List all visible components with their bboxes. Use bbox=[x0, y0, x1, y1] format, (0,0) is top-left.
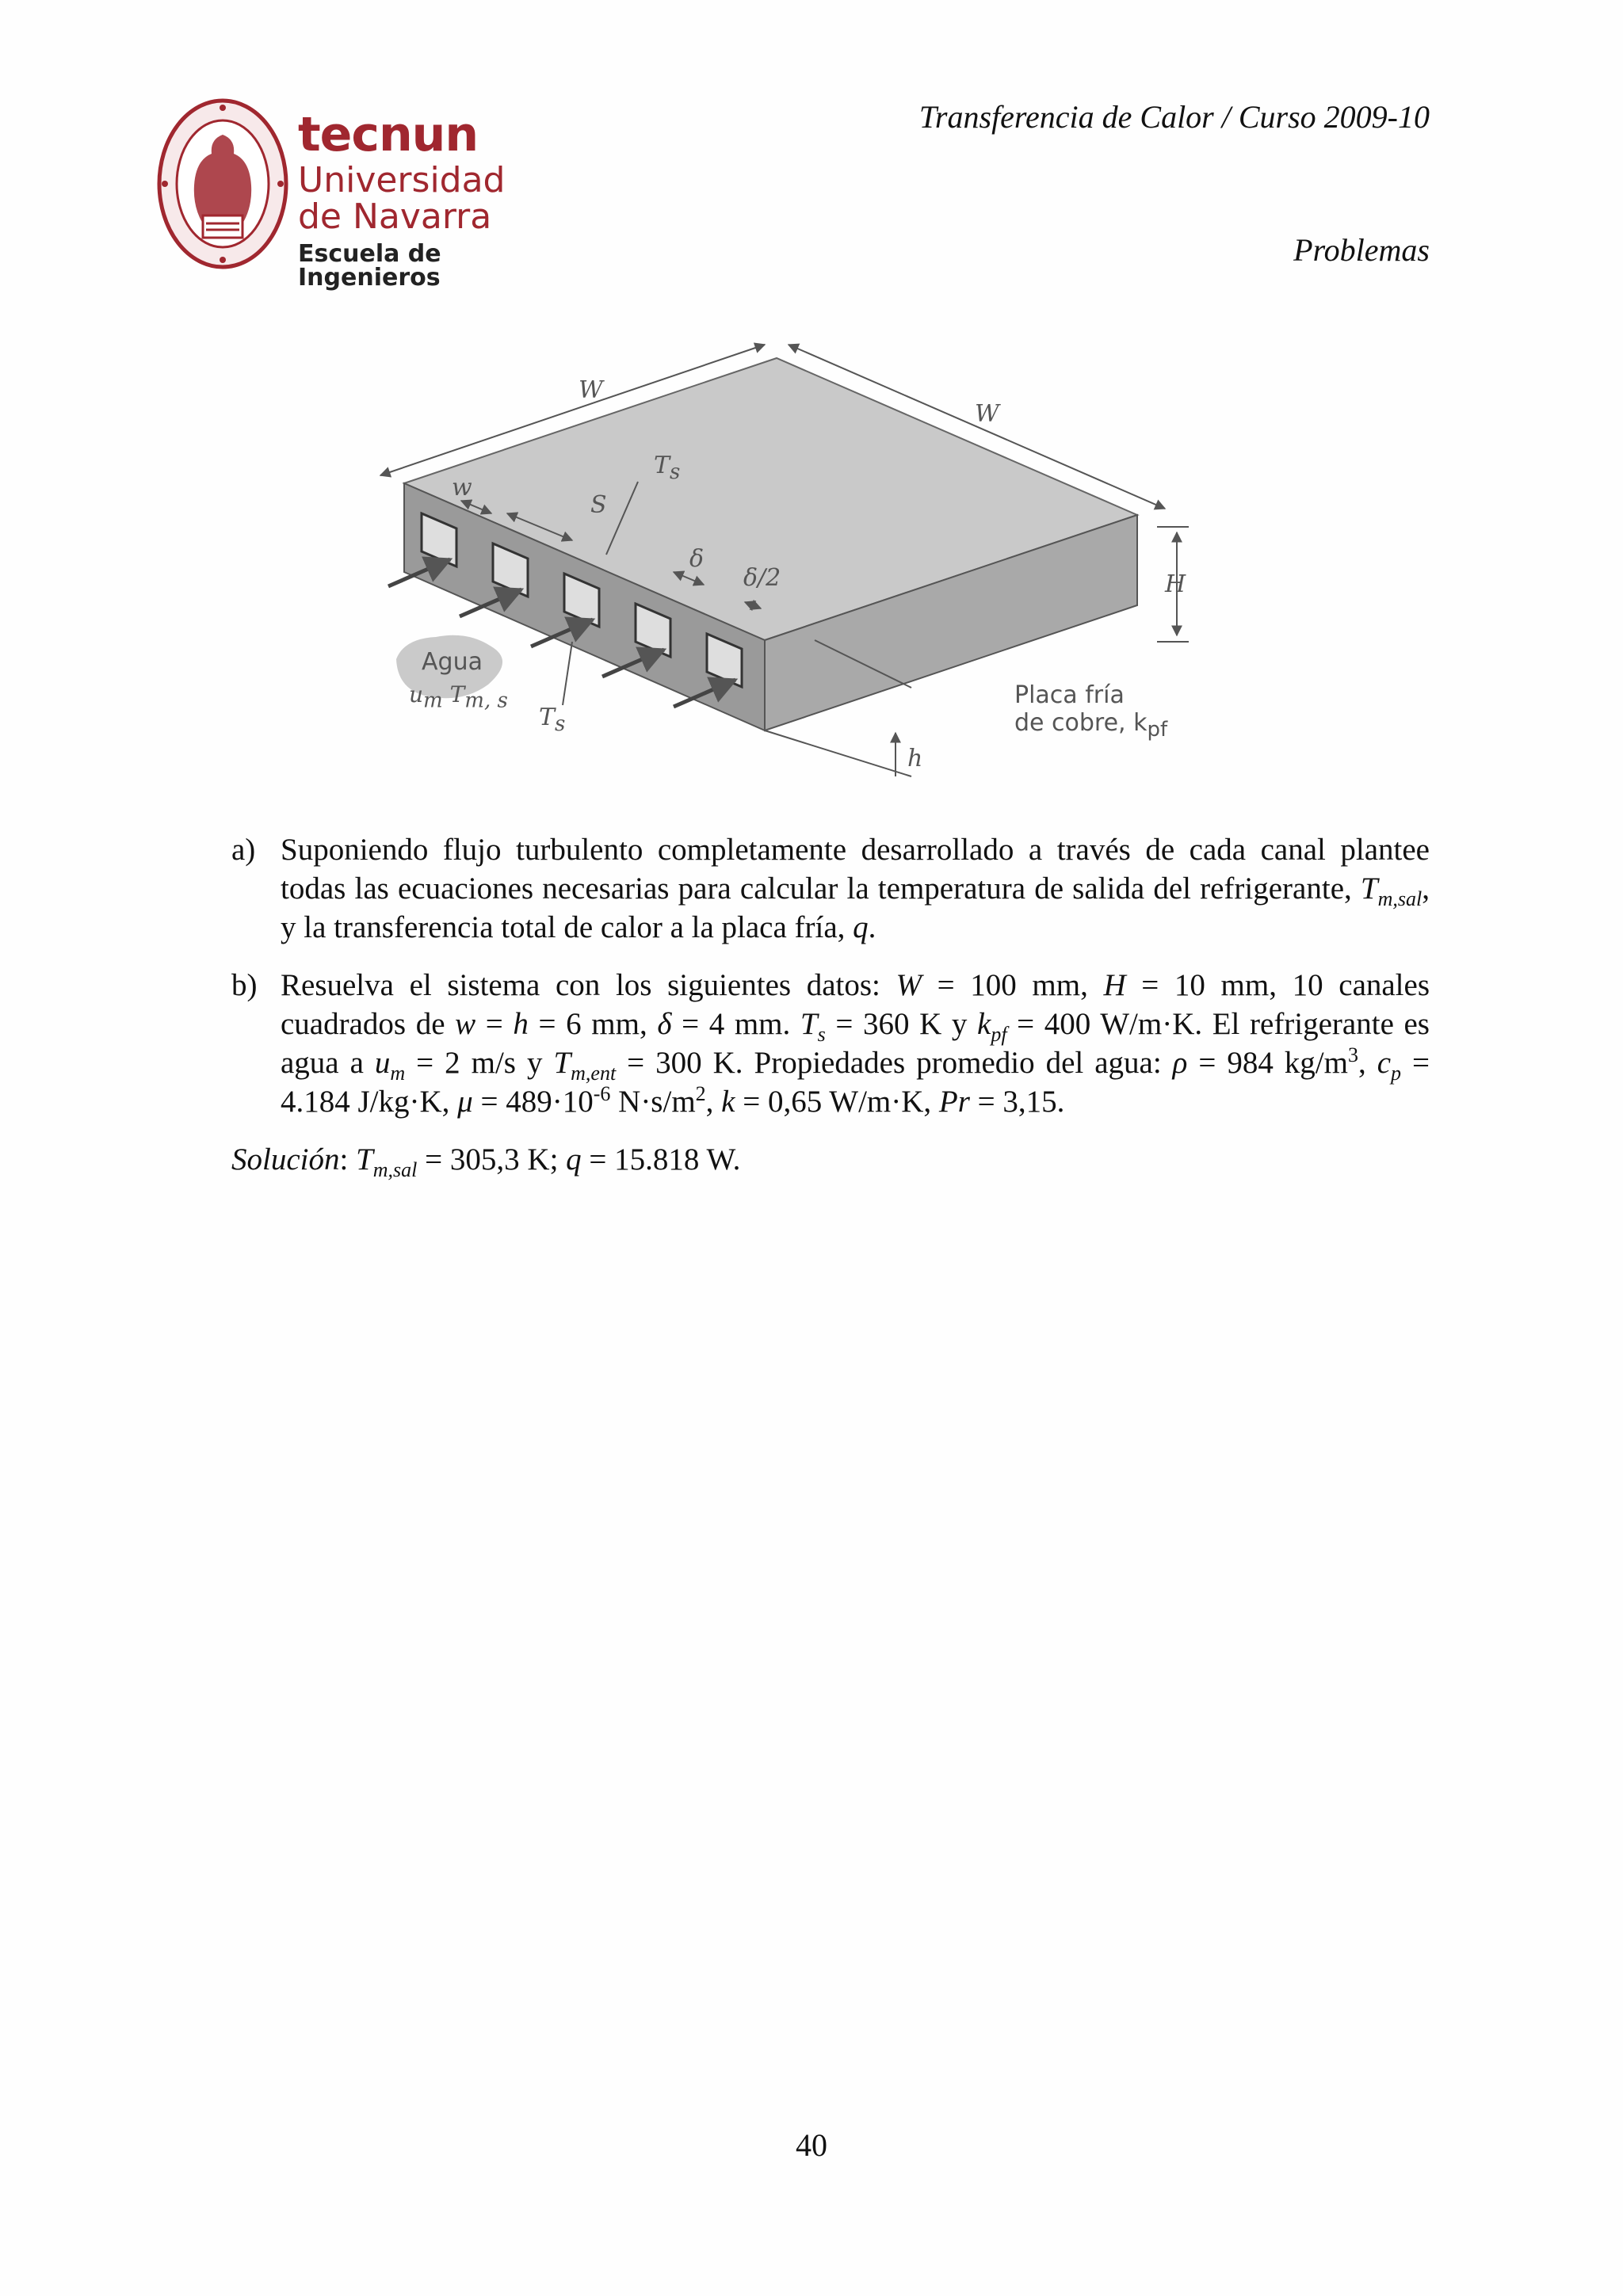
label-water-props: $u_m$ $T_{m, s}$ bbox=[409, 681, 508, 713]
logo-university-line2: de Navarra bbox=[298, 196, 492, 237]
university-logo bbox=[155, 97, 536, 292]
logo-university-line1: Universidad bbox=[298, 160, 506, 200]
section-title: Problemas bbox=[1293, 232, 1430, 268]
course-title: Transferencia de Calor / Curso 2009-10 bbox=[918, 99, 1430, 135]
label-H: H bbox=[1165, 570, 1186, 598]
item-a-marker: a) bbox=[231, 833, 256, 867]
item-b-marker: b) bbox=[231, 968, 258, 1002]
label-W-left: W bbox=[579, 376, 603, 404]
item-a: a) Suponiendo flujo turbulento completamente desarrollado a través de cada canal plantee todas las ecuaciones necesarias para calcular la temperatura de salida del refrigerante, $T_{m,sal}$, y la transferencia total de calor a la placa fría, q. bbox=[231, 830, 1430, 947]
label-Ts-bottom: $T_s$ bbox=[539, 704, 566, 736]
label-copper-plate: Placa fría de cobre, $k_{pf}$ bbox=[1014, 681, 1168, 742]
problem-body bbox=[231, 830, 1430, 1179]
logo-brand: tecnun bbox=[298, 107, 479, 162]
solution-line: Solución: $T_{m,sal} = 305,3$ K; q = 15.818 W. bbox=[231, 1142, 741, 1181]
item-b: b) Resuelva el sistema con los siguientes datos: W = 100 mm, H = 10 mm, 10 canales cuadrados de w = h = 6 mm, δ = 4 mm. $T_s = 360$ K y $k_{pf} = 400$ W/m·K. El refrigerante es agua a $u_m = 2$ m/s y $T_{m,ent} = 300$ K. Propiedades promedio del agua: ρ = 984 $kg/m^3$, $c_p = 4.184$ J/kg·K, $\mu = 489\cdot 10^{-6}$ $N\cdot s/m^2$, k = 0,65 W/m·K, Pr = 3,15. bbox=[231, 966, 1430, 1121]
university-seal-icon bbox=[155, 97, 290, 271]
label-water: Agua bbox=[422, 648, 483, 676]
label-W-right: W bbox=[975, 400, 999, 428]
label-S: S bbox=[590, 491, 607, 519]
label-w: w bbox=[452, 474, 472, 502]
cold-plate-figure bbox=[365, 333, 1284, 808]
label-delta: δ bbox=[689, 545, 705, 573]
label-delta-half: δ/2 bbox=[743, 564, 781, 592]
label-Ts-top: $T_s$ bbox=[654, 452, 681, 484]
logo-school: Escuela de Ingenieros bbox=[298, 240, 441, 292]
label-h: h bbox=[907, 745, 923, 772]
page-number: 40 bbox=[796, 2127, 827, 2163]
